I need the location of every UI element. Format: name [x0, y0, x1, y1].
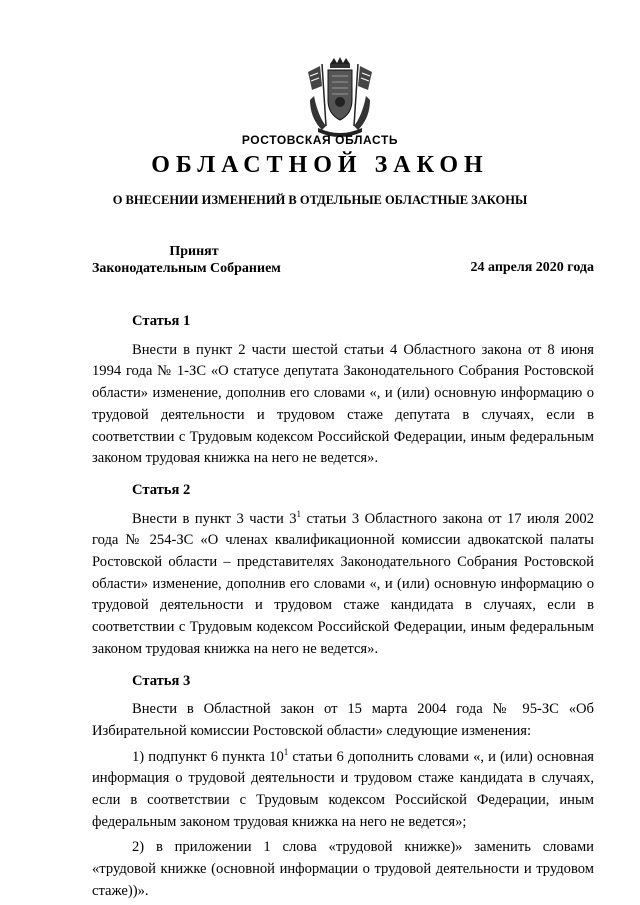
coat-of-arms-icon: [304, 56, 376, 138]
adoption-date: 24 апреля 2020 года: [470, 260, 594, 275]
article-3-title: Статья 3: [132, 672, 191, 689]
article-1-title: Статья 1: [132, 313, 191, 329]
adopted-by-label: Законодательным Собранием: [92, 261, 281, 276]
adopted-label: Принят: [169, 244, 219, 259]
law-body: [92, 311, 594, 903]
article-3-item-2: 2) в приложении 1 слова «трудовой книжке)» заменить словами «трудовой книжке (основной информации о трудовой деятельности и трудовом стаже))».: [92, 839, 594, 899]
region-name: РОСТОВСКАЯ ОБЛАСТЬ: [241, 133, 399, 147]
article-3-item-1-a: 1) подпункт 6 пункта 10: [132, 748, 284, 765]
adoption-block: [92, 243, 296, 277]
article-3-intro: Внести в Областной закон от 15 марта 2004 года № 95-ЗС «Об Избирательной комиссии Ростовской области» следующие изменения:: [92, 701, 594, 739]
article-2-superscript: 1: [296, 508, 302, 519]
document-type-title: ОБЛАСТНОЙ ЗАКОН: [151, 152, 489, 178]
article-3-item-1-superscript: 1: [283, 746, 289, 757]
article-2-text-a: Внести в пункт 3 части 3: [132, 510, 297, 527]
article-3-item-1-b: статьи 6 дополнить словами «, и (или) основная информация о трудовой деятельности и трудовом стаже кандидата в случаях, если в соответствии с Трудовым кодексом Российской Федерации, иным федеральным законом трудовая книжка на него не ведется»;: [92, 748, 595, 830]
law-subject-title: О ВНЕСЕНИИ ИЗМЕНЕНИЙ В ОТДЕЛЬНЫЕ ОБЛАСТНЫЕ ЗАКОНЫ: [112, 193, 528, 207]
article-2-text-b: статьи 3 Областного закона от 17 июля 2002 года № 254-ЗС «О членах квалификационной комиссии адвокатской палаты Ростовской области – представителях Законодательного Собрания Ростовской области» изменение, дополнив его словами «, и (или) основную информацию о трудовой деятельности и трудовом стаже кандидата в случаях, если в соответствии с Трудовым кодексом Российской Федерации, иным федеральным законом трудовая книжка на него не ведется».: [92, 510, 594, 657]
article-1-text: Внести в пункт 2 части шестой статьи 4 Областного закона от 8 июня 1994 года № 1-ЗС «О статусе депутата Законодательного Собрания Ростовской области» изменение, дополнив его словами «, и (или) основную информацию о трудовой деятельности и трудовом стаже депутата в случаях, если в соответствии с Трудовым кодексом Российской Федерации, иным федеральным законом трудовая книжка на него не ведется».: [92, 341, 594, 467]
article-2-text: [92, 509, 594, 661]
article-2-title: Статья 2: [132, 481, 191, 498]
article-3-item-1: [92, 747, 594, 834]
